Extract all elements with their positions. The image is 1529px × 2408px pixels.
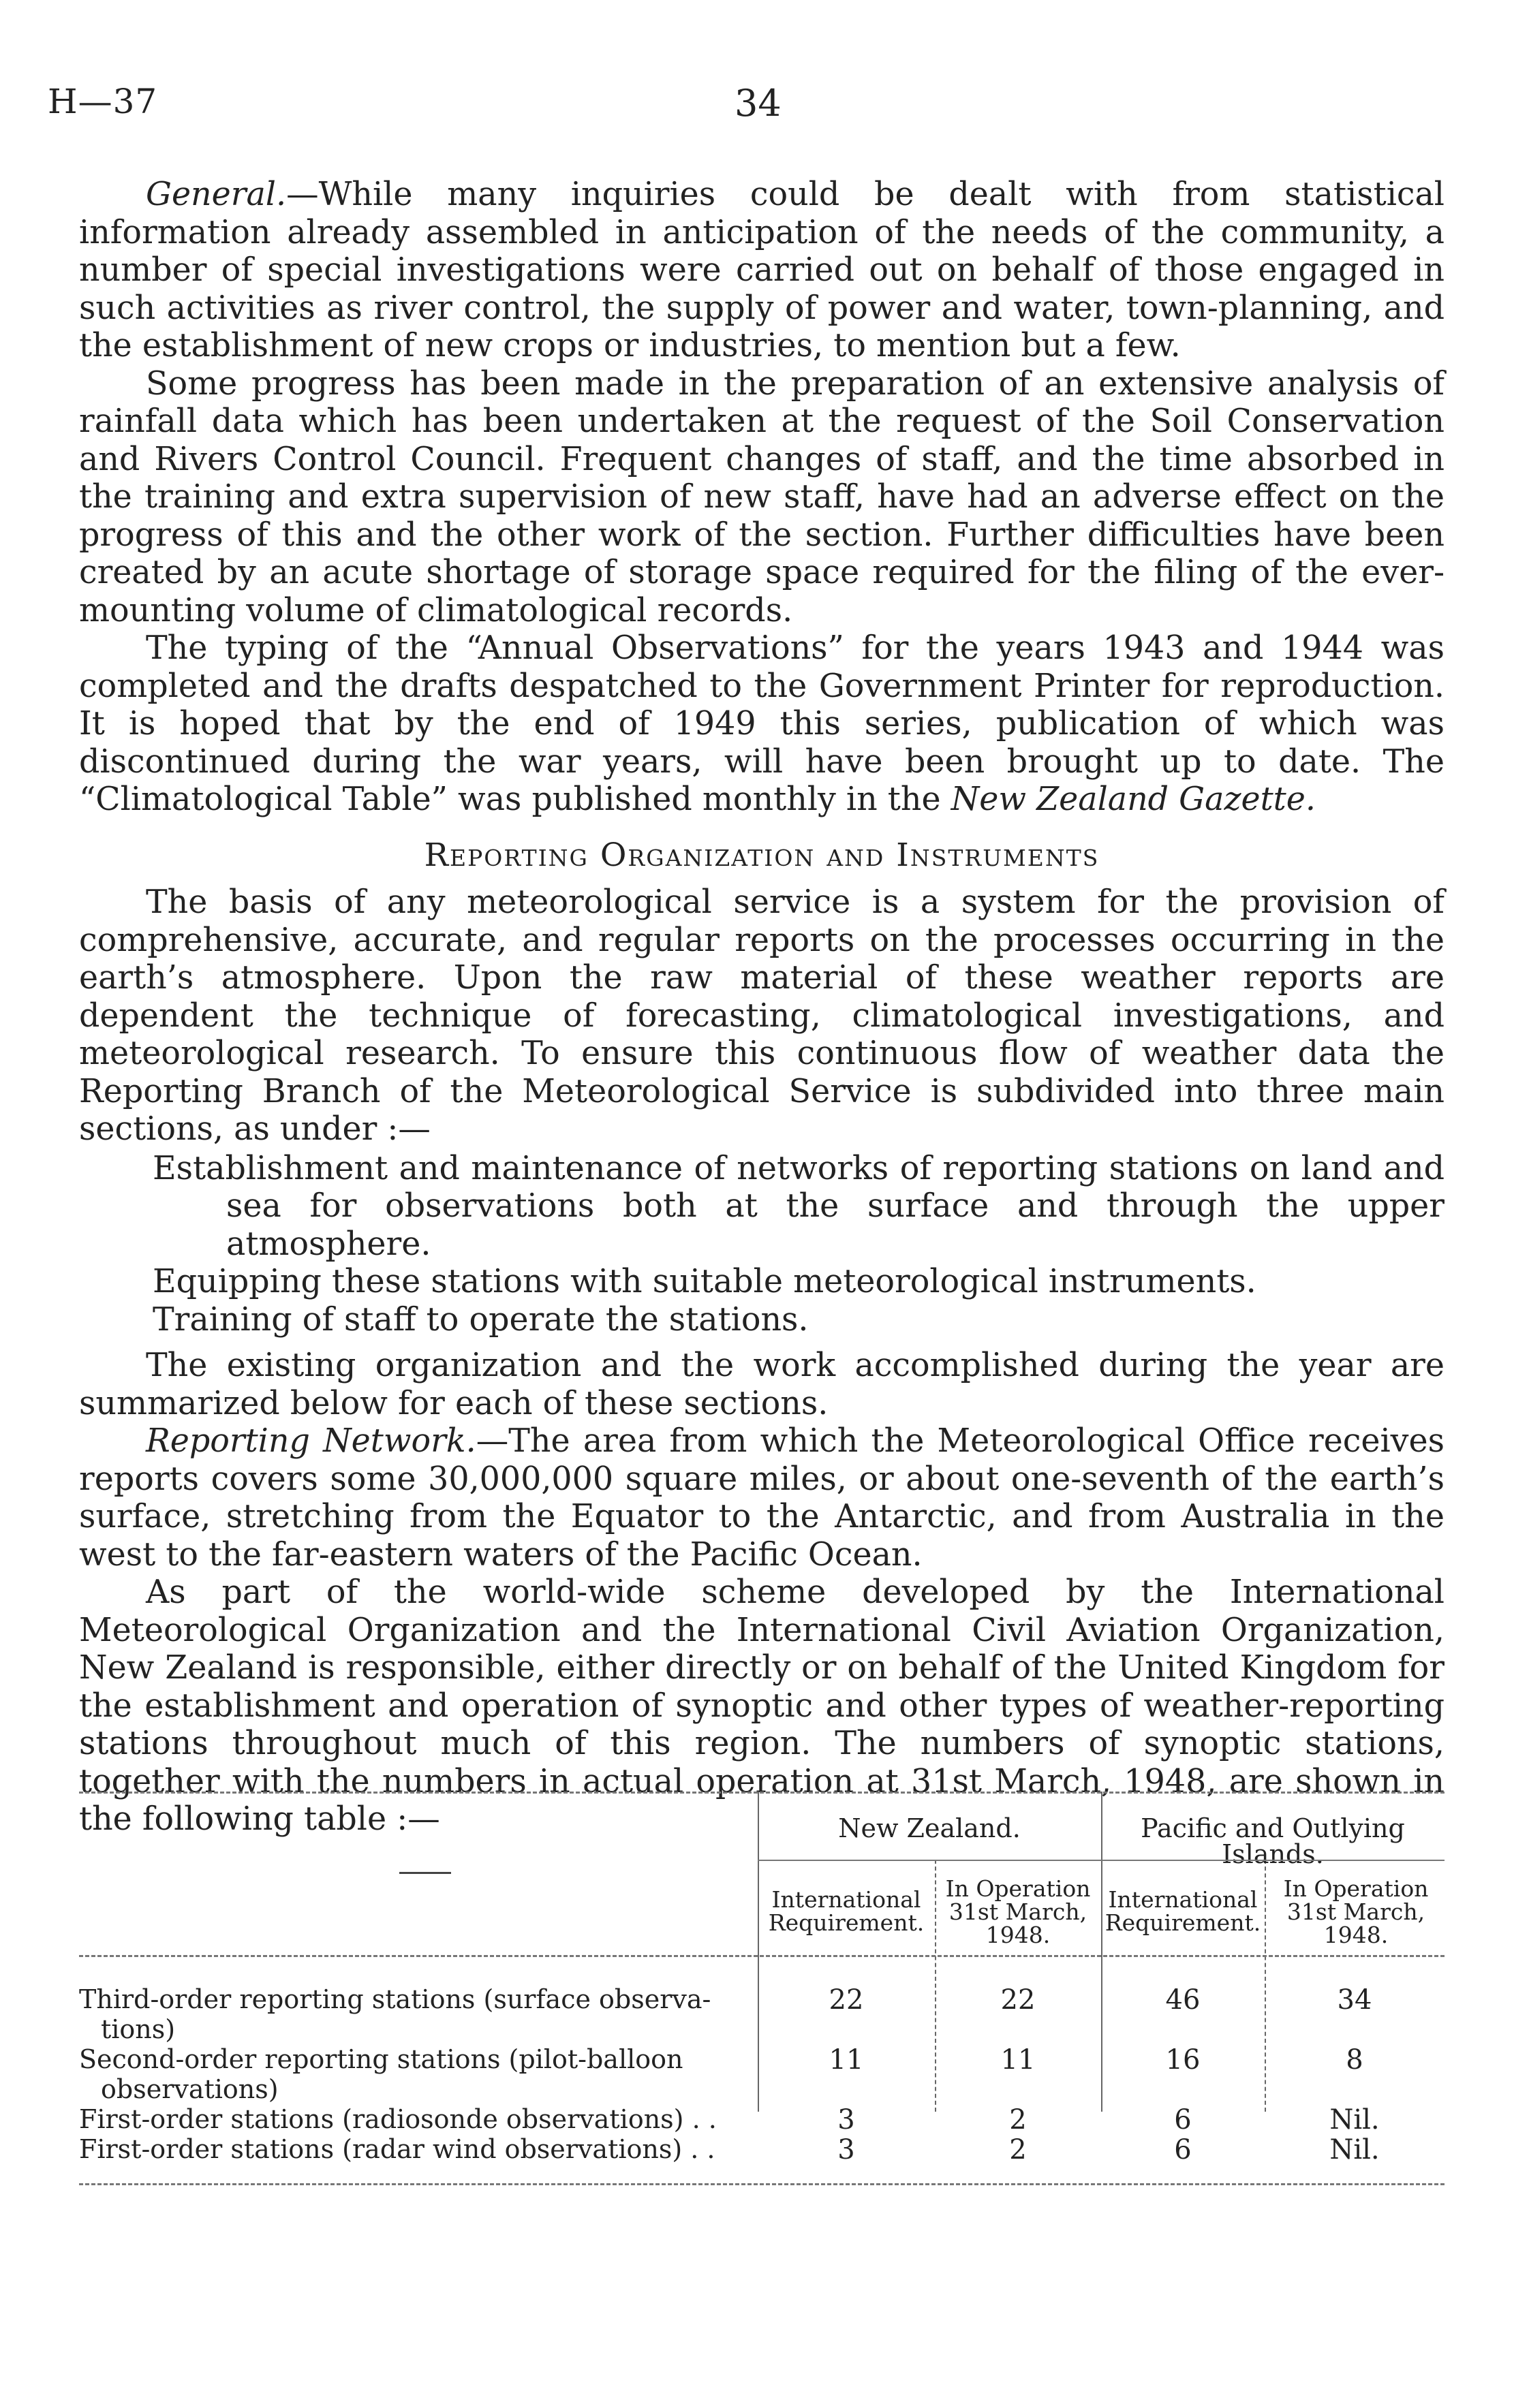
paragraph-rainfall: Some progress has been made in the preparation of an extensive analysis of rainfall data which has been undertaken at the request of the Soil Conservation and Rivers Control Council. Frequent changes of staff, and the time absorbed in the training and extra supervision of new staff, have had an adverse effect on the progress of this and the other work of the section. Further difficulties have been created by an acute shortage of storage space required for the filing of the ever-mounting volume of climatological records. bbox=[79, 364, 1445, 629]
cell-pi-requirement: 16 bbox=[1165, 2044, 1201, 2076]
page-number: 34 bbox=[735, 82, 782, 125]
paragraph-basis: The basis of any meteorological service is a system for the provision of comprehensive, accurate, and regular reports on the processes occurring in the earth’s atmosphere. Upon the raw material of these weather reports are dependent the technique of forecasting, climatological investigations, and meteorological research. To ensure this continuous flow of weather data the Reporting Branch of the Meteorological Service is subdivided into three main sections, as under :— bbox=[79, 884, 1445, 1148]
section-heading: Reporting Organization and Instruments bbox=[424, 836, 1100, 874]
table-top-rule bbox=[79, 1792, 1445, 1794]
list-item: Training of staff to operate the stations. bbox=[153, 1300, 809, 1339]
paragraph-lead: General. bbox=[146, 176, 287, 213]
paragraph-existing: The existing organization and the work accomplished during the year are summarized below for each of these sections. bbox=[79, 1347, 1445, 1422]
paragraph-lead: Reporting Network. bbox=[146, 1422, 476, 1460]
cell-nz-requirement: 3 bbox=[837, 2134, 855, 2165]
gazette-title: New Zealand Gazette. bbox=[951, 781, 1316, 818]
paragraph-network: Reporting Network.—The area from which the Meteorological Office receives reports covers some 30,000,000 square miles, or about one-seventh of the earth’s surface, stretching from the Equator to the Antarctic, and from Australia in the west to the far-eastern waters of the Pacific Ocean. bbox=[79, 1422, 1445, 1574]
cell-pi-in-operation: Nil. bbox=[1329, 2104, 1380, 2136]
cell-nz-requirement: 22 bbox=[829, 1984, 864, 2016]
header-bottom-rule bbox=[79, 1955, 1445, 1957]
cell-nz-in-operation: 2 bbox=[1009, 2104, 1027, 2136]
cell-nz-in-operation: 22 bbox=[1000, 1984, 1036, 2016]
group-header-rule bbox=[758, 1860, 1445, 1861]
cell-nz-in-operation: 11 bbox=[1000, 2044, 1036, 2076]
table-row-label: Second-order reporting stations (pilot-balloon observations) bbox=[79, 2044, 683, 2104]
stub-dash bbox=[399, 1872, 451, 1874]
table-bottom-rule bbox=[79, 2183, 1445, 2185]
header-nz-requirement: International Requirement. bbox=[768, 1886, 925, 1936]
header-nz-in-operation: In Operation 31st March, 1948. bbox=[945, 1875, 1091, 1948]
header-new-zealand: New Zealand. bbox=[838, 1813, 1021, 1843]
cell-pi-requirement: 6 bbox=[1174, 2134, 1192, 2165]
cell-nz-in-operation: 2 bbox=[1009, 2134, 1027, 2165]
header-pacific-islands: Pacific and Outlying Islands. bbox=[1141, 1813, 1405, 1869]
table-row-label: First-order stations (radiosonde observations) . . bbox=[79, 2104, 717, 2134]
cell-pi-in-operation: Nil. bbox=[1329, 2134, 1380, 2165]
list-item: Equipping these stations with suitable meteorological instruments. bbox=[153, 1263, 1256, 1300]
cell-nz-requirement: 3 bbox=[837, 2104, 855, 2136]
cell-pi-in-operation: 34 bbox=[1337, 1984, 1372, 2016]
table-row-label: First-order stations (radar wind observations) . . bbox=[79, 2134, 715, 2164]
table-row-label: Third-order reporting stations (surface observa- tions) bbox=[79, 1984, 711, 2044]
cell-nz-requirement: 11 bbox=[829, 2044, 864, 2076]
header-pi-requirement: International Requirement. bbox=[1105, 1886, 1261, 1936]
paragraph-general: General.—While many inquiries could be dealt with from statistical information already assembled in anticipation of the needs of the community, a number of special investigations were carried out on behalf of those engaged in such activities as river control, the supply of power and water, town-planning, and the establishment of new crops or industries, to mention but a few. bbox=[79, 176, 1445, 364]
sections-list bbox=[79, 1150, 1445, 1339]
cell-pi-in-operation: 8 bbox=[1346, 2044, 1363, 2076]
document-reference: H—37 bbox=[48, 82, 158, 121]
paragraph-typing: The typing of the “Annual Observations” for the years 1943 and 1944 was completed and the drafts despatched to the Government Printer for reproduction. It is hoped that by the end of 1949 this series, publication of which was discontinued during the war years, will have been brought up to date. The “Climatological Table” was published monthly in the New Zealand Gazette. bbox=[79, 629, 1445, 818]
list-item: Establishment and maintenance of networks of reporting stations on land and sea for observations both at the surface and through the upper atmosphere. bbox=[153, 1149, 1445, 1263]
paragraph-worldwide: As part of the world-wide scheme developed by the International Meteorological Organization and the International Civil Aviation Organization, New Zealand is responsible, either directly or on behalf of the United Kingdom for the establishment and operation of synoptic and other types of weather-reporting stations throughout much of this region. The numbers of synoptic stations, together with the numbers in actual operation at 31st March, 1948, are shown in the following table :— bbox=[79, 1574, 1445, 1838]
header-pi-in-operation: In Operation 31st March, 1948. bbox=[1283, 1875, 1429, 1948]
cell-pi-requirement: 6 bbox=[1174, 2104, 1192, 2136]
cell-pi-requirement: 46 bbox=[1165, 1984, 1201, 2016]
